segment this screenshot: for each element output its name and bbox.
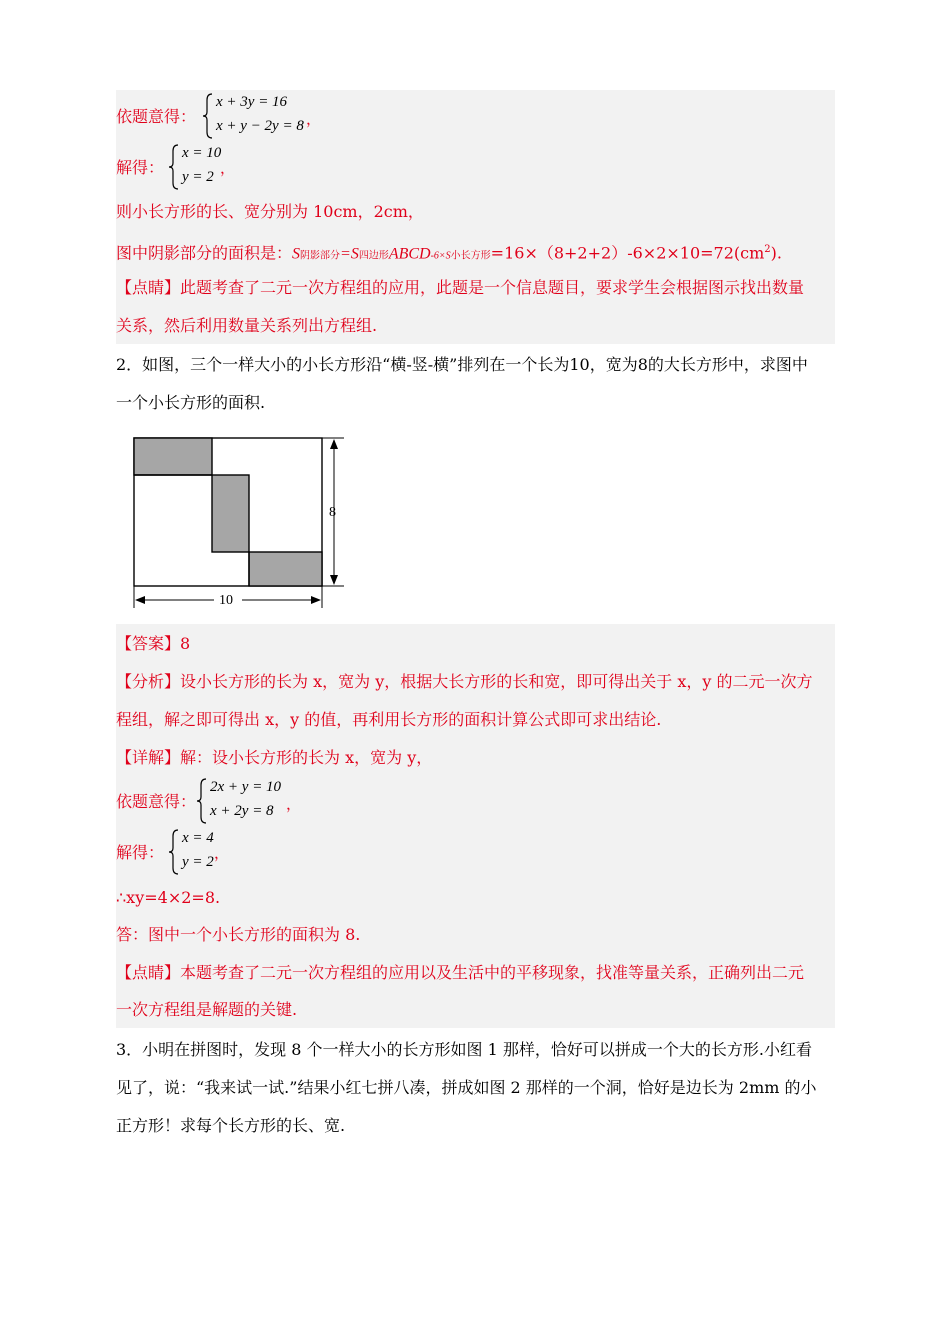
system-1-tail: ， [306, 112, 322, 128]
system-2-eq1: 2x + y = 10 [210, 779, 282, 795]
small-rect-top [134, 438, 212, 475]
fenxi-line2: 程组，解之即可得出 x，y 的值，再利用长方形的面积计算公式即可求出结论. [116, 710, 662, 729]
dianjing-2-tag: 【点睛】 [116, 963, 181, 982]
system-1-eq1: x + 3y = 16 [216, 94, 288, 110]
fenxi-tag: 【分析】 [116, 672, 181, 691]
brace-icon [168, 828, 180, 876]
brace-icon [168, 143, 180, 191]
answer-statement: 答：图中一个小长方形的面积为 8. [116, 925, 361, 944]
question-2-line2: 一个小长方形的面积. [116, 393, 266, 412]
solution-1-eq1: x = 10 [182, 145, 222, 161]
answer-value: 8 [180, 634, 191, 653]
width-label: 10 [219, 593, 233, 608]
dianjing-1-line2: 关系，然后利用数量关系列出方程组. [116, 316, 378, 335]
dianjing-1-tag: 【点睛】 [116, 278, 181, 297]
therefore-line: ∴xy=4×2=8. [116, 888, 221, 907]
question-3-line2: 见了，说：“我来试一试.”结果小红七拼八凑，拼成如图 2 那样的一个洞，恰好是边长为 2mm 的小 [116, 1078, 817, 1097]
dianjing-1-line1: 【点睛】此题考查了二元一次方程组的应用，此题是一个信息题目，要求学生会根据图示找出数量 [116, 278, 805, 297]
equation-system-1 [202, 92, 322, 140]
solution-2-tail: ， [214, 846, 230, 862]
yiti-label-2: 依题意得： [116, 792, 197, 811]
solution-1-tail: ， [220, 161, 236, 177]
yiti-label-1: 依题意得： [116, 107, 197, 126]
dimensions-line: 则小长方形的长、宽分别为 10cm，2cm， [116, 202, 424, 221]
height-label: 8 [329, 505, 336, 520]
question-2-figure [126, 434, 356, 610]
solution-2-eq1: x = 4 [182, 830, 214, 846]
solution-system-2 [168, 828, 248, 876]
equation-system-2 [196, 777, 306, 825]
xiangjie-line: 【详解】解：设小长方形的长为 x，宽为 y， [116, 748, 433, 767]
fenxi-line1: 【分析】设小长方形的长为 x，宽为 y，根据大长方形的长和宽，即可得出关于 x，y 的二元一次方 [116, 672, 813, 691]
solution-2-eq2: y = 2 [182, 854, 214, 870]
dianjing-2-line1: 【点睛】本题考查了二元一次方程组的应用以及生活中的平移现象，找准等量关系，正确列出二元 [116, 963, 805, 982]
system-1-eq2: x + y − 2y = 8 [216, 118, 304, 134]
question-3-line3: 正方形！求每个长方形的长、宽. [116, 1116, 346, 1135]
jie-label-2: 解得： [116, 843, 165, 862]
small-rect-bottom [249, 552, 322, 586]
question-2-line1: 2．如图，三个一样大小的小长方形沿“横-竖-横”排列在一个长为10，宽为8的大长方形中，求图中 [116, 355, 808, 374]
solution-system-1 [168, 143, 248, 191]
dianjing-2-line2: 一次方程组是解题的关键. [116, 1000, 298, 1019]
brace-icon [202, 92, 214, 140]
small-rect-middle [212, 475, 249, 552]
question-3-line1: 3．小明在拼图时，发现 8 个一样大小的长方形如图 1 那样，恰好可以拼成一个大的长方形.小红看 [116, 1040, 812, 1059]
system-2-tail: ， [286, 797, 302, 813]
jie-label-1: 解得： [116, 158, 165, 177]
answer-tag: 【答案】 [116, 634, 181, 653]
solution-1-eq2: y = 2 [182, 169, 214, 185]
xiangjie-tag: 【详解】 [116, 748, 181, 767]
answer-line [116, 634, 836, 654]
brace-icon [196, 777, 208, 825]
system-2-eq2: x + 2y = 8 [210, 803, 274, 819]
area-line: 图中阴影部分的面积是：S阴影部分=S四边形ABCD-6×S小长方形$=16\times(8+2+2)-6\times 2\times 10=72(cm^2)$. [116, 243, 782, 263]
